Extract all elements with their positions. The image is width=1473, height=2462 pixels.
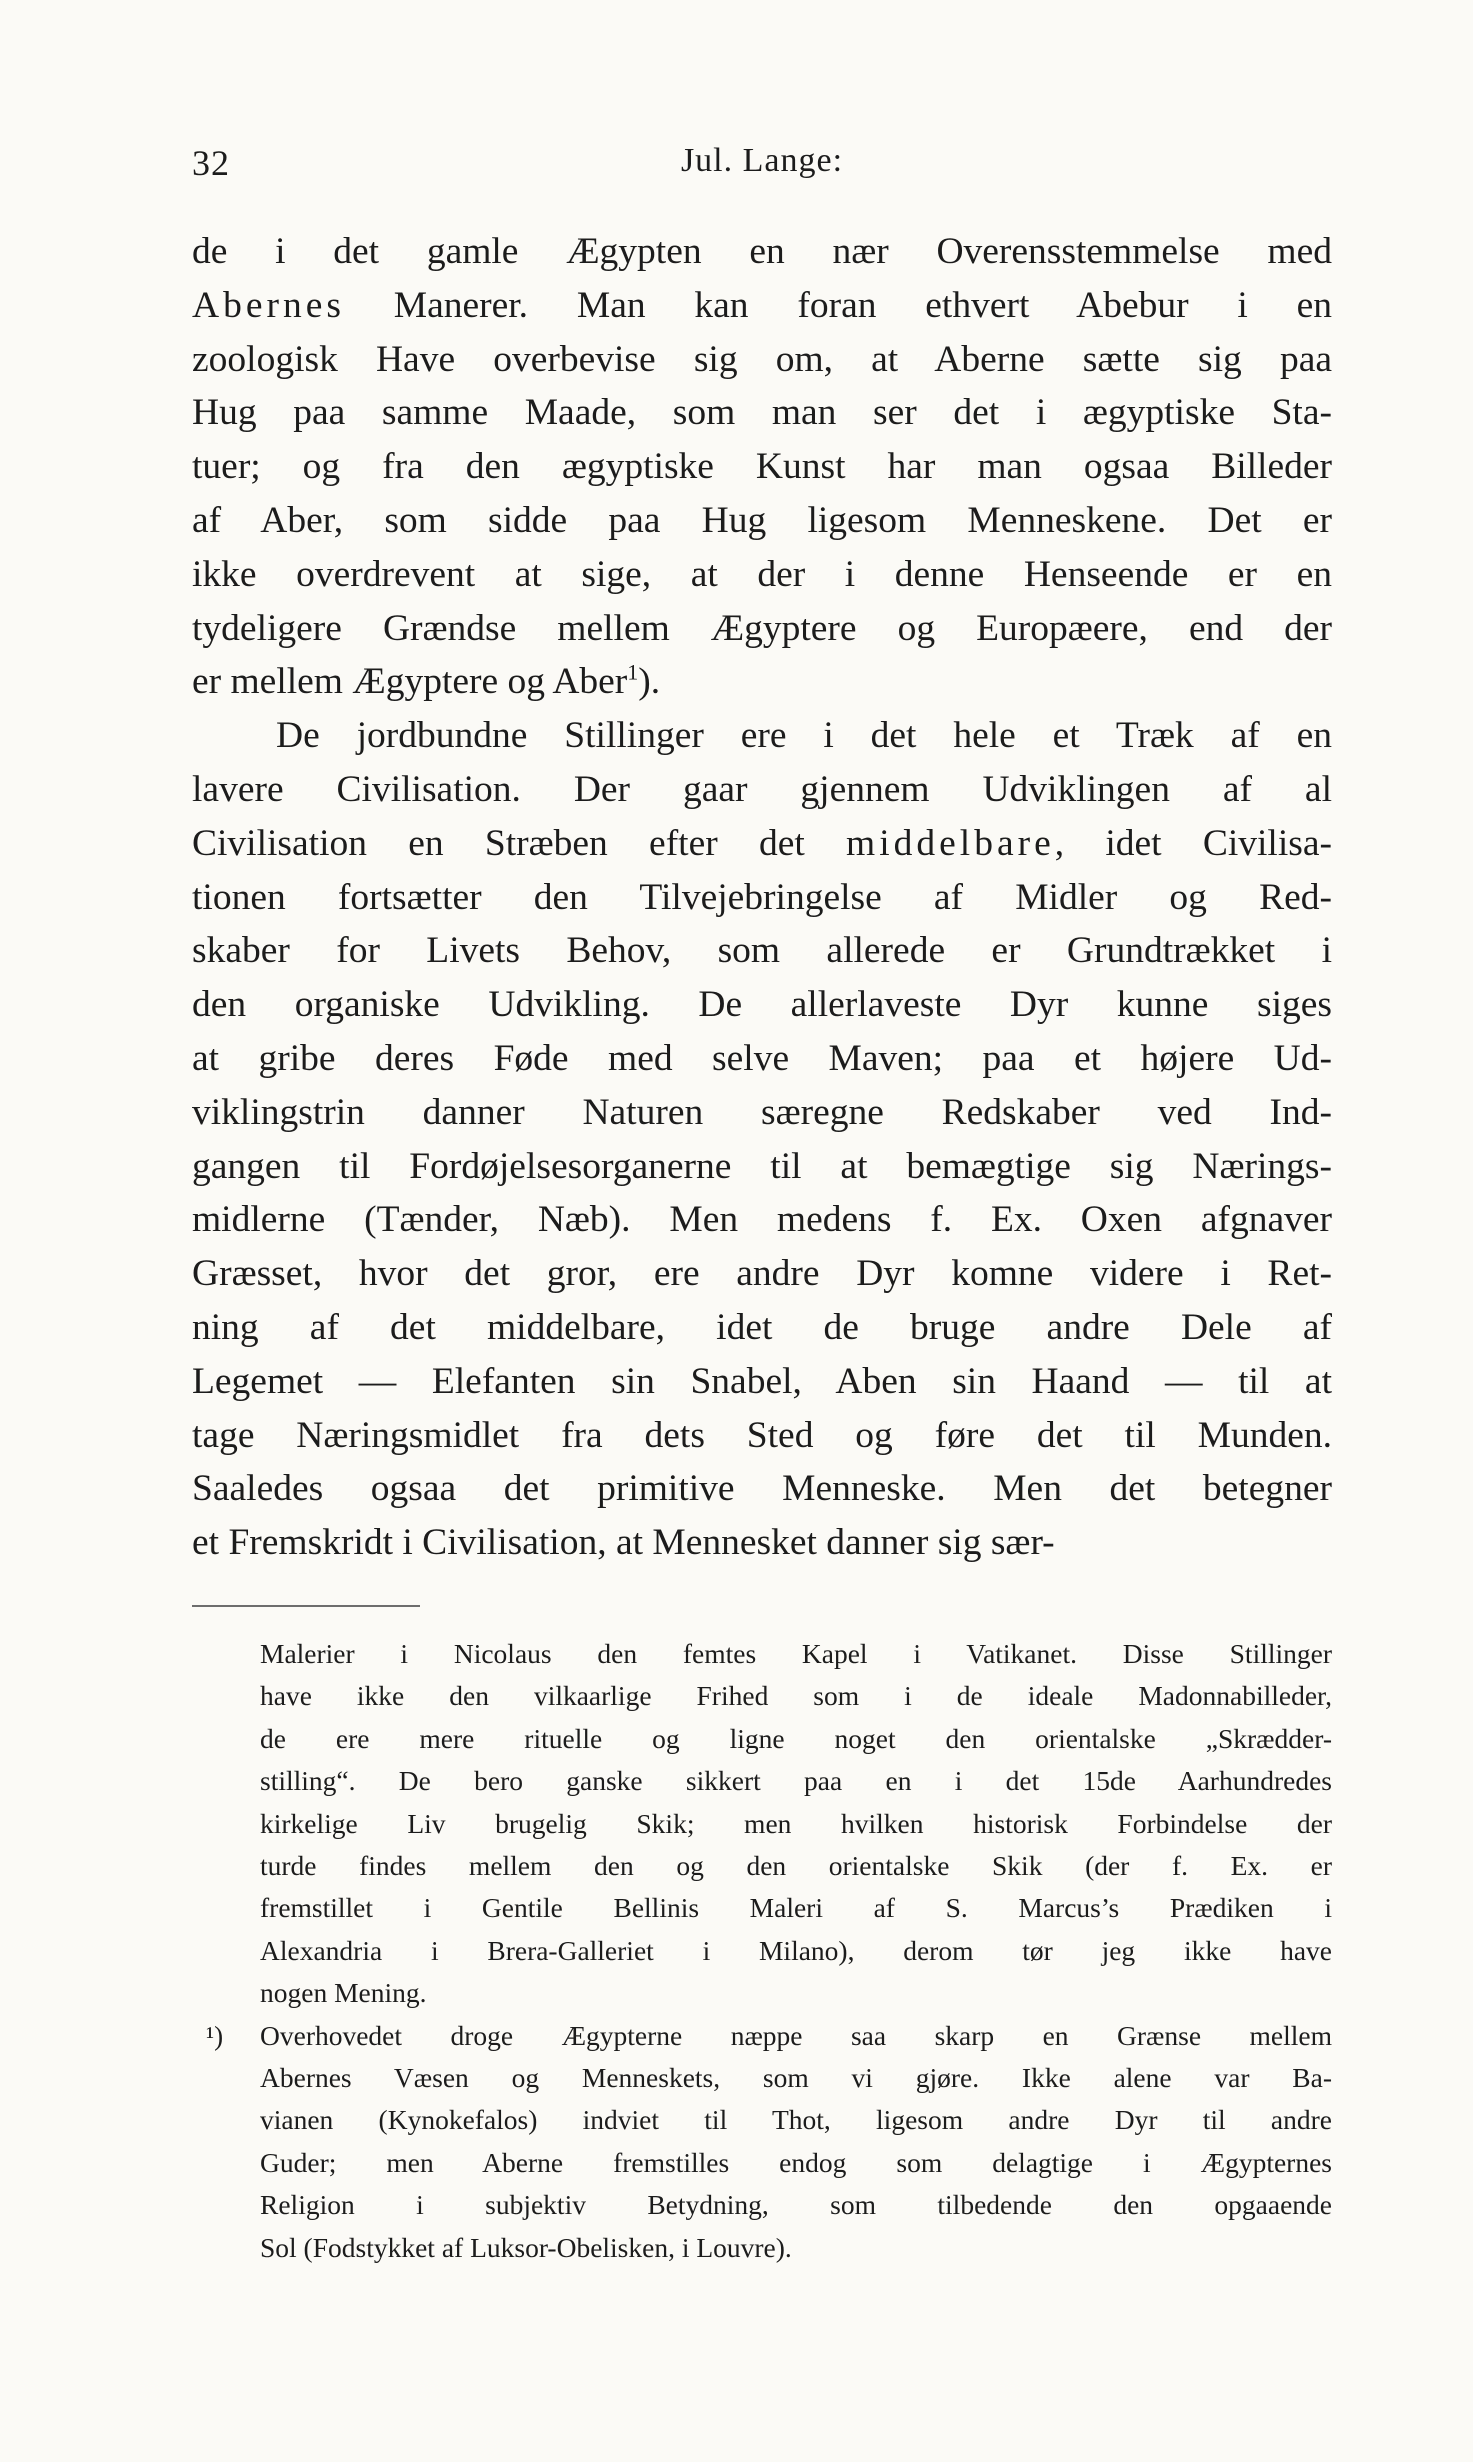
body-text [192,225,1332,1570]
footnote-divider [192,1605,420,1607]
footnote-line: Malerier i Nicolaus den femtes Kapel i Vatikanet. Disse Stillinger [260,1638,1332,1669]
footnote-reference: 1 [627,659,639,685]
body-line: ikke overdrevent at sige, at der i denne Henseende er en [192,553,1332,595]
footnote-line: Sol (Fodstykket af Luksor-Obelisken, i Louvre). [260,2231,792,2263]
body-line: de i det gamle Ægypten en nær Overensstemmelse med [192,231,1332,272]
running-head [192,142,1332,186]
body-line: Hug paa samme Maade, som man ser det i ægyptiske Sta- [192,392,1332,434]
footnote-line: vianen (Kynokefalos) indviet til Thot, ligesom andre Dyr til andre [260,2104,1332,2136]
body-line: skaber for Livets Behov, som allerede er Grundtrækket i [192,930,1332,972]
footnote-line: turde findes mellem den og den orientalske Skik (der f. Ex. er [260,1850,1332,1882]
spaced-word: Abernes [192,284,345,326]
footnote-line: Abernes Væsen og Menneskets, som vi gjøre. Ikke alene var Ba- [260,2062,1332,2094]
body-line: tuer; og fra den ægyptiske Kunst har man ogsaa Billeder [192,446,1332,488]
running-title: Jul. Lange: [680,142,844,179]
footnote-line: nogen Mening. [260,1977,427,2009]
body-line: Legemet — Elefanten sin Snabel, Aben sin Haand — til at [192,1360,1332,1402]
body-line: midlerne (Tænder, Næb). Men medens f. Ex. Oxen afgnaver [192,1199,1332,1241]
body-line: et Fremskridt i Civilisation, at Mennesket danner sig sær- [192,1522,1055,1564]
page-number: 32 [192,143,230,183]
body-line: Græsset, hvor det gror, ere andre Dyr komne videre i Ret- [192,1253,1332,1295]
footnote-line: Alexandria i Brera-Galleriet i Milano), derom tør jeg ikke have [260,1934,1332,1966]
footnote-line: de ere mere rituelle og ligne noget den orientalske „Skrædder- [260,1722,1332,1754]
footnote-line: Overhovedet droge Ægypterne næppe saa skarp en Grænse mellem [260,2019,1332,2051]
body-line: De jordbundne Stillinger ere i det hele et Træk af en [276,715,1332,757]
body-line-text: er mellem Ægyptere og Aber [192,661,628,703]
body-line: tage Næringsmidlet fra dets Sted og føre det til Munden. [192,1414,1332,1456]
body-line: zoologisk Have overbevise sig om, at Aberne sætte sig paa [192,338,1332,380]
body-line: gangen til Fordøjelsesorganerne til at bemægtige sig Nærings- [192,1145,1332,1187]
body-line: ning af det middelbare, idet de bruge andre Dele af [192,1306,1332,1348]
body-line: tydeligere Grændse mellem Ægyptere og Europæere, end der [192,607,1332,649]
footnote-line: Religion i subjektiv Betydning, som tilbedende den opgaaende [260,2189,1332,2221]
footnote-reference-tail: ). [638,661,661,703]
footnote-line: have ikke den vilkaarlige Frihed som i de ideale Madonnabilleder, [260,1680,1332,1712]
footnote-1 [192,2015,1332,2269]
footnote-line: fremstillet i Gentile Bellinis Maleri af S. Marcus’s Prædiken i [260,1892,1332,1924]
body-line: at gribe deres Føde med selve Maven; paa et højere Ud- [192,1037,1332,1079]
body-line: den organiske Udvikling. De allerlaveste Dyr kunne siges [192,984,1332,1026]
footnote-line: Guder; men Aberne fremstilles endog som delagtige i Ægypternes [260,2146,1332,2178]
body-line [192,655,1332,709]
footnote-marker: ¹) [206,2020,224,2051]
body-line: lavere Civilisation. Der gaar gjennem Udviklingen af al [192,768,1332,810]
footnote-line: kirkelige Liv brugelig Skik; men hvilken historisk Forbindelse der [260,1807,1332,1839]
body-line: af Aber, som sidde paa Hug ligesom Menneskene. Det er [192,499,1332,541]
body-line: Civilisation en Stræben efter det middelbare, idet Civilisa- [192,822,1332,864]
body-line: Saaledes ogsaa det primitive Menneske. Men det betegner [192,1468,1332,1510]
footnotes [192,1633,1332,2269]
body-line: tionen fortsætter den Tilvejebringelse af Midler og Red- [192,876,1332,918]
spaced-word: middelbare [846,822,1055,864]
footnote-line: stilling“. De bero ganske sikkert paa en i det 15de Aarhundredes [260,1765,1332,1797]
body-line: viklingstrin danner Naturen særegne Redskaber ved Ind- [192,1091,1332,1133]
body-line: Abernes Manerer. Man kan foran ethvert Abebur i en [192,284,1332,326]
